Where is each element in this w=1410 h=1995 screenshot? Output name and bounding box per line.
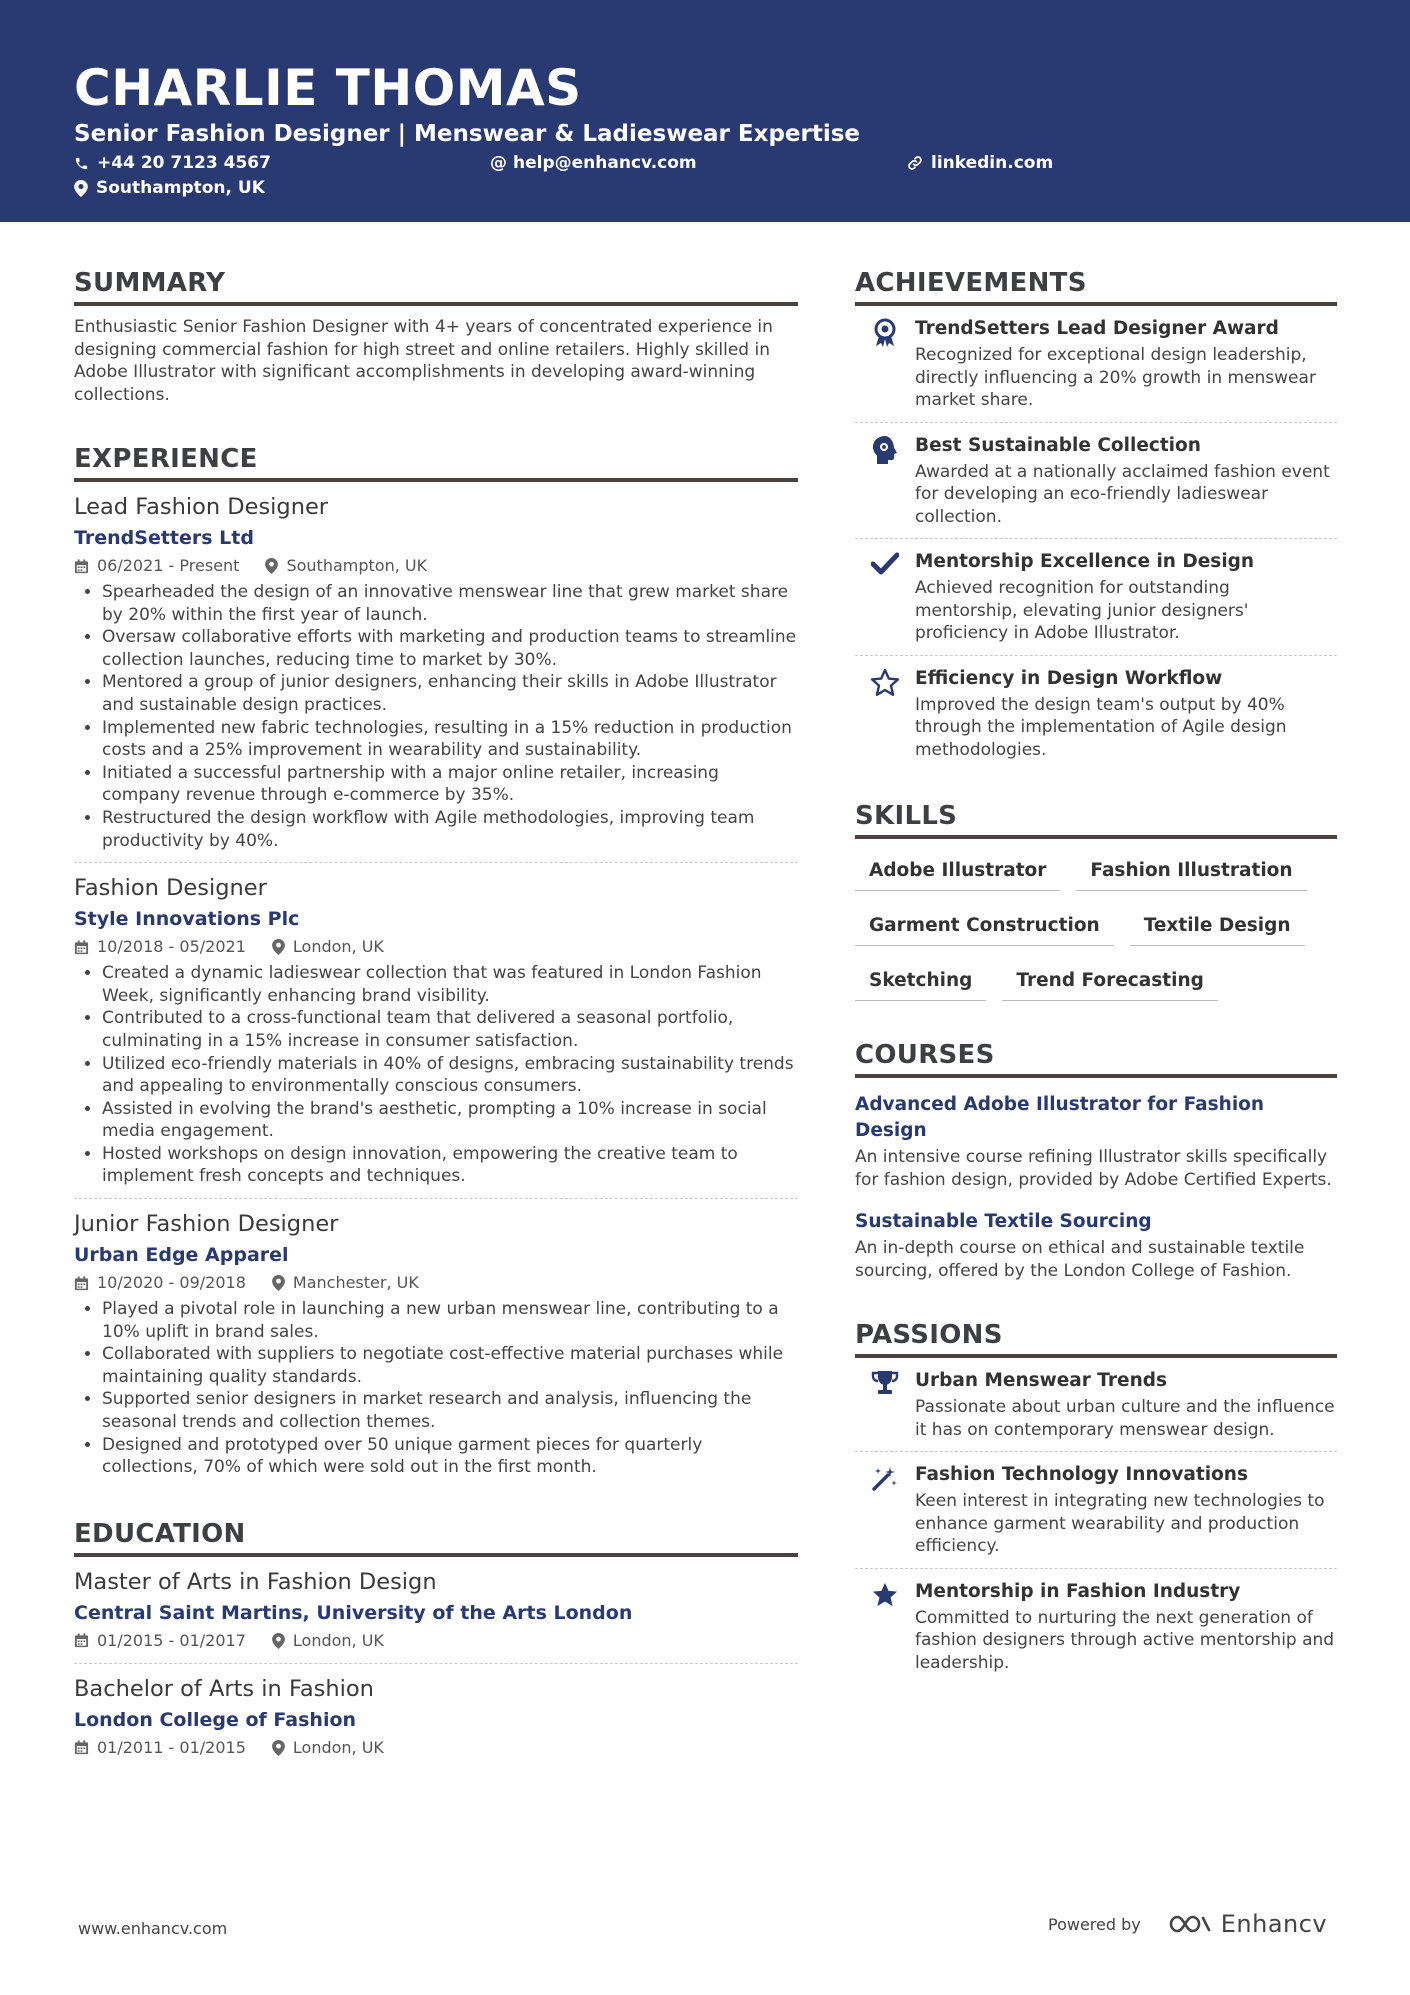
achievement-item [855, 423, 1337, 540]
contact-linkedin[interactable] [907, 151, 1053, 175]
calendar-icon [74, 1740, 89, 1755]
location-text: Southampton, UK [96, 178, 265, 198]
location-pin-icon [265, 558, 278, 574]
bullet-item: • Utilized eco-friendly materials in 40% of designs, embracing sustainability trends and appealing to environmentally conscious consumers. [102, 1053, 798, 1098]
experience-section [74, 442, 798, 1479]
calendar-icon [74, 940, 89, 955]
candidate-title: Senior Fashion Designer | Menswear & Ladieswear Expertise [74, 121, 861, 147]
experience-heading: EXPERIENCE [74, 442, 798, 482]
email-text: help@enhancv.com [513, 153, 697, 173]
school-name: London College of Fashion [74, 1708, 357, 1731]
star-outline-icon [855, 666, 915, 762]
education-meta [74, 1736, 798, 1760]
course-title: Advanced Adobe Illustrator for Fashion Design [855, 1094, 1265, 1141]
calendar-icon [74, 559, 89, 574]
skill-tag: Textile Design [1130, 908, 1305, 946]
skills-heading: SKILLS [855, 799, 1337, 839]
summary-text: Enthusiastic Senior Fashion Designer with 4+ years of concentrated experience in designing commercial fashion for high street and online retailers. Highly skilled in Adobe Illustrator with significant accomplishments in developing award-winning collections. [74, 317, 773, 405]
education-location: London, UK [292, 1737, 384, 1757]
passion-desc: Committed to nurturing the next generation of fashion designers through active mentorship and leadership. [915, 1607, 1335, 1673]
footer-website[interactable]: www.enhancv.com [78, 1919, 228, 1938]
passion-item [855, 1452, 1337, 1569]
achievement-title: Best Sustainable Collection [915, 434, 1201, 456]
skill-tag: Fashion Illustration [1076, 853, 1306, 891]
skills-section [855, 799, 1337, 1018]
education-entry [74, 1674, 798, 1760]
bullet-item: • Played a pivotal role in launching a new urban menswear line, contributing to a 10% uplift in brand sales. [102, 1298, 798, 1343]
bullet-item: • Contributed to a cross-functional team that delivered a seasonal portfolio, culminating in a 15% increase in consumer satisfaction. [102, 1007, 798, 1052]
right-column [855, 266, 1337, 1684]
bullet-item: • Spearheaded the design of an innovative menswear line that grew market share by 20% within the first year of launch. [102, 581, 798, 626]
contact-phone [74, 151, 271, 175]
education-dates: 01/2015 - 01/2017 [97, 1630, 246, 1650]
bullet-item: • Collaborated with suppliers to negotiate cost-effective material purchases while maintaining quality standards. [102, 1343, 798, 1388]
job-title: Fashion Designer [74, 875, 267, 902]
passion-item [855, 1569, 1337, 1685]
summary-heading: SUMMARY [74, 266, 798, 306]
contact-location [74, 176, 265, 200]
job-title: Junior Fashion Designer [74, 1211, 339, 1238]
achievement-desc: Achieved recognition for outstanding mentorship, elevating junior designers' proficiency in Adobe Illustrator. [915, 578, 1249, 643]
job-title: Lead Fashion Designer [74, 494, 329, 520]
company-name: Style Innovations Plc [74, 908, 300, 931]
school-name: Central Saint Martins, University of the Arts London [74, 1601, 633, 1624]
link-icon [907, 155, 923, 171]
course-desc: An in-depth course on ethical and sustainable textile sourcing, offered by the London College of Fashion. [855, 1238, 1305, 1281]
left-column [74, 266, 798, 1760]
bullet-item: • Mentored a group of junior designers, enhancing their skills in Adobe Illustrator and sustainable design practices. [102, 671, 798, 716]
at-sign-icon: @ [490, 153, 507, 173]
job-location: Manchester, UK [292, 1273, 419, 1293]
bullet-item: • Oversaw collaborative efforts with marketing and production teams to streamline collection launches, reducing time to market by 30%. [102, 626, 798, 671]
achievement-item [855, 656, 1337, 772]
education-heading: EDUCATION [74, 1517, 798, 1557]
skill-tag: Adobe Illustrator [855, 853, 1060, 891]
job-dates: 10/2018 - 05/2021 [97, 937, 246, 957]
bullet-item: • Hosted workshops on design innovation, empowering the creative team to implement fresh concepts and techniques. [102, 1143, 798, 1188]
achievement-item [855, 539, 1337, 656]
enhancv-logo-icon [1167, 1912, 1213, 1936]
passion-title: Fashion Technology Innovations [915, 1464, 1248, 1485]
job-bullets [74, 581, 798, 852]
location-pin-icon [272, 1275, 285, 1291]
location-pin-icon [272, 1633, 285, 1649]
achievement-title: Mentorship Excellence in Design [915, 551, 1255, 572]
education-location: London, UK [292, 1630, 384, 1650]
location-pin-icon [272, 1740, 285, 1756]
award-ribbon-icon [855, 316, 915, 412]
degree-title: Bachelor of Arts in Fashion [74, 1675, 374, 1702]
passion-desc: Passionate about urban culture and the influence it has on contemporary menswear design. [915, 1397, 1335, 1440]
course-title: Sustainable Textile Sourcing [855, 1211, 1152, 1232]
checkmark-icon [855, 549, 915, 645]
achievements-heading: ACHIEVEMENTS [855, 266, 1337, 306]
experience-entry [74, 492, 798, 863]
bullet-item: • Designed and prototyped over 50 unique garment pieces for quarterly collections, 70% of which were sold out in the first month. [102, 1434, 798, 1479]
passions-heading: PASSIONS [855, 1318, 1337, 1358]
location-pin-icon [272, 939, 285, 955]
job-meta [74, 1271, 798, 1295]
skill-tag: Garment Construction [855, 908, 1114, 946]
experience-entry [74, 873, 798, 1199]
bullet-item: • Created a dynamic ladieswear collection that was featured in London Fashion Week, significantly enhancing brand visibility. [102, 962, 798, 1007]
achievement-title: Efficiency in Design Workflow [915, 667, 1223, 689]
degree-title: Master of Arts in Fashion Design [74, 1568, 437, 1595]
job-location: London, UK [292, 937, 384, 957]
summary-section [74, 266, 798, 406]
experience-entry [74, 1209, 798, 1479]
job-location: Southampton, UK [286, 556, 428, 575]
passion-item [855, 1358, 1337, 1452]
company-name: Urban Edge Apparel [74, 1244, 289, 1267]
education-dates: 01/2011 - 01/2015 [97, 1737, 246, 1757]
passion-title: Urban Menswear Trends [915, 1370, 1167, 1391]
education-meta [74, 1629, 798, 1653]
phone-text: +44 20 7123 4567 [97, 153, 271, 173]
achievement-item [855, 306, 1337, 423]
calendar-icon [74, 1276, 89, 1291]
courses-heading: COURSES [855, 1038, 1337, 1078]
trophy-icon [855, 1368, 915, 1441]
job-dates: 06/2021 - Present [97, 556, 240, 575]
achievement-title: TrendSetters Lead Designer Award [915, 318, 1279, 339]
job-bullets [74, 962, 798, 1188]
star-filled-icon [855, 1579, 915, 1675]
phone-icon [74, 156, 89, 171]
candidate-name: CHARLIE THOMAS [74, 59, 582, 117]
contact-email[interactable] [490, 151, 697, 175]
education-section [74, 1517, 798, 1760]
bullet-item: • Implemented new fabric technologies, resulting in a 15% reduction in production costs and a 25% improvement in wearability and sustainability. [102, 717, 798, 762]
resume-header [0, 0, 1410, 222]
calendar-icon [74, 1633, 89, 1648]
passion-title: Mentorship in Fashion Industry [915, 1580, 1241, 1602]
location-pin-icon [74, 180, 88, 197]
bullet-item: • Initiated a successful partnership with a major online retailer, increasing company revenue through e-commerce by 35%. [102, 762, 798, 807]
job-bullets [74, 1298, 798, 1479]
job-meta [74, 935, 798, 959]
magic-wand-icon [855, 1462, 915, 1558]
skill-tag: Trend Forecasting [1002, 963, 1217, 1001]
footer-branding[interactable] [1048, 1910, 1327, 1938]
job-meta [74, 554, 798, 578]
bullet-item: • Assisted in evolving the brand's aesthetic, prompting a 10% increase in social media engagement. [102, 1098, 798, 1143]
skill-tag: Sketching [855, 963, 986, 1001]
achievement-desc: Improved the design team's output by 40% through the implementation of Agile design methodologies. [915, 694, 1287, 760]
skills-list [855, 853, 1337, 1018]
passions-section [855, 1318, 1337, 1684]
courses-section [855, 1038, 1337, 1282]
linkedin-text: linkedin.com [931, 153, 1054, 173]
company-name: TrendSetters Ltd [74, 527, 254, 549]
education-entry [74, 1567, 798, 1664]
achievement-desc: Recognized for exceptional design leadership, directly influencing a 20% growth in menswear market share. [915, 345, 1316, 410]
course-desc: An intensive course refining Illustrator skills specifically for fashion design, provided by Adobe Certified Experts. [855, 1147, 1332, 1190]
powered-by-text: Powered by [1048, 1914, 1141, 1934]
bullet-item: • Restructured the design workflow with Agile methodologies, improving team productivity by 40%. [102, 807, 798, 852]
head-profile-icon [855, 433, 915, 529]
brand-name: Enhancv [1220, 1910, 1328, 1938]
achievements-section [855, 266, 1337, 771]
passion-desc: Keen interest in integrating new technologies to enhance garment wearability and production efficiency. [915, 1491, 1325, 1556]
achievement-desc: Awarded at a nationally acclaimed fashion event for developing an eco-friendly ladieswear collection. [915, 461, 1330, 527]
bullet-item: • Supported senior designers in market research and analysis, influencing the seasonal trends and collection themes. [102, 1388, 798, 1433]
job-dates: 10/2020 - 09/2018 [97, 1273, 246, 1293]
